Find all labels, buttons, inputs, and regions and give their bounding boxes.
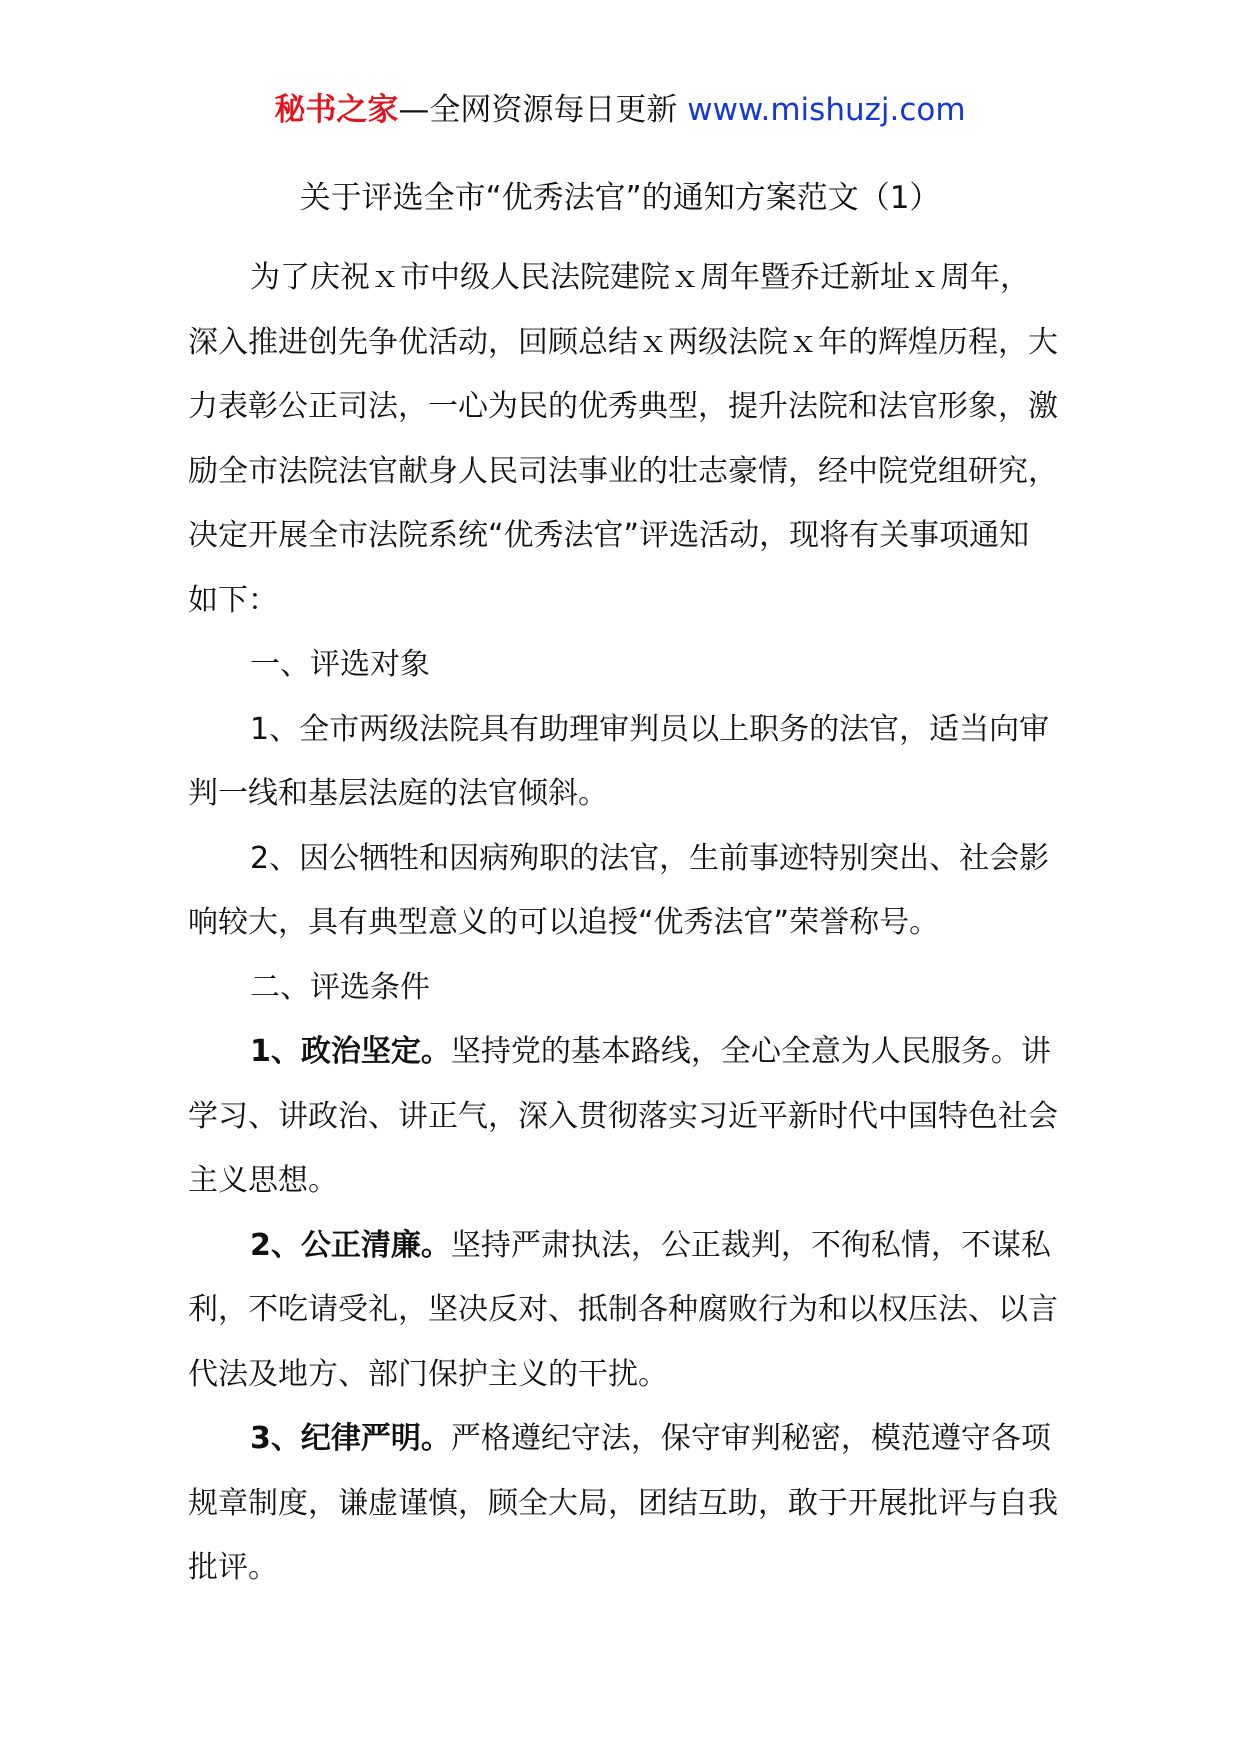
item-text: 坚持党的基本路线，全心全意为人民服务。讲学习、讲政治、讲正气，深入贯彻落实习近平新时代中国特色社会主义思想。 xyxy=(188,1034,1058,1198)
section2-item-1 xyxy=(188,1020,1058,1214)
document-title: 关于评选全市“优秀法官”的通知方案范文（1） xyxy=(299,180,941,216)
intro-paragraph: 为了庆祝ｘ市中级人民法院建院ｘ周年暨乔迁新址ｘ周年，深入推进创先争优活动，回顾总结ｘ两级法院ｘ年的辉煌历程，大力表彰公正司法，一心为民的优秀典型，提升法院和法官形象，激励全市法院法官献身人民司法事业的壮志豪情，经中院党组研究，决定开展全市法院系统“优秀法官”评选活动，现将有关事项通知如下： xyxy=(188,260,1058,618)
item-text: 坚持严肃执法，公正裁判，不徇私情，不谋私利，不吃请受礼，坚决反对、抵制各种腐败行为和以权压法、以言代法及地方、部门保护主义的干扰。 xyxy=(188,1227,1058,1392)
site-tagline: —全网资源每日更新 xyxy=(398,92,678,128)
item-lead: 1、政治坚定。 xyxy=(250,1034,451,1069)
section2-item-3 xyxy=(188,1407,1058,1601)
section-heading-1: 一、评选对象 xyxy=(250,647,430,682)
item-lead: 3、纪律严明。 xyxy=(250,1421,451,1456)
section1-item-1: 1、全市两级法院具有助理审判员以上职务的法官，适当向审判一线和基层法庭的法官倾斜。 xyxy=(188,711,1050,811)
section-heading-2: 二、评选条件 xyxy=(250,969,430,1005)
site-url-link[interactable]: www.mishuzj.com xyxy=(687,92,966,128)
item-text: 严格遵纪守法，保守审判秘密，模范遵守各项规章制度，谦虚谨慎，顾全大局，团结互助，敢于开展批评与自我批评。 xyxy=(188,1421,1058,1585)
document-body xyxy=(188,246,1058,1601)
site-header xyxy=(0,88,1240,132)
item-lead: 2、公正清廉。 xyxy=(250,1227,451,1263)
brand-name: 秘书之家 xyxy=(274,92,399,128)
section1-item-2: 2、因公牺牲和因病殉职的法官，生前事迹特别突出、社会影响较大，具有典型意义的可以追授“优秀法官”荣誉称号。 xyxy=(188,840,1050,940)
section2-item-2 xyxy=(188,1214,1058,1408)
